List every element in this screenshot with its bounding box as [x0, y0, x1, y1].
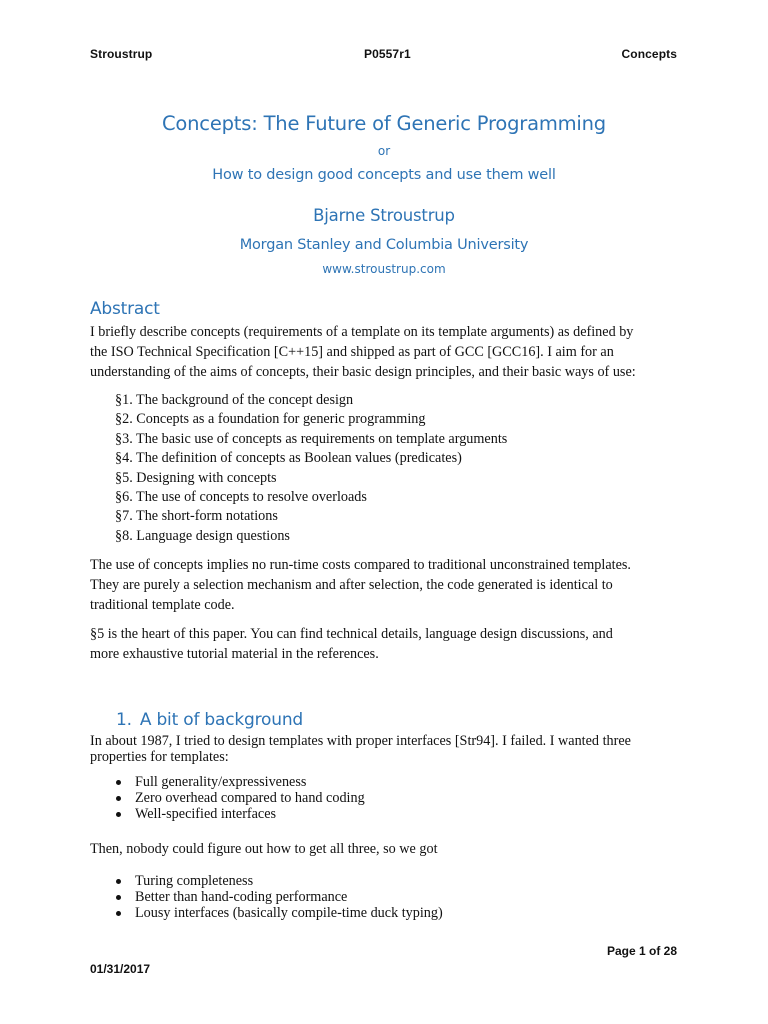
cost-line: They are purely a selection mechanism and after selection, the code generated is identical to — [90, 577, 613, 593]
list-item-text: Lousy interfaces (basically compile-time duck typing) — [135, 905, 443, 921]
abstract-intro-line: I briefly describe concepts (requirements of a template on its template arguments) as defined by — [90, 324, 634, 340]
list-item — [114, 905, 443, 921]
list-item-text: Full generality/expressiveness — [135, 774, 307, 790]
page-number: Page 1 of 28 — [606, 944, 677, 958]
section-overview-list — [115, 391, 507, 546]
abstract-intro-line: understanding of the aims of concepts, their basic design principles, and their basic ways of use: — [90, 364, 636, 380]
list-item — [114, 790, 365, 806]
list-item-text: Zero overhead compared to hand coding — [135, 790, 365, 806]
heart-line: more exhaustive tutorial material in the references. — [90, 646, 379, 662]
bullet-icon — [116, 812, 121, 817]
list-item-text: Better than hand-coding performance — [135, 889, 348, 905]
cost-line: The use of concepts implies no run-time costs compared to traditional unconstrained templates. — [90, 557, 631, 573]
author-affiliation: Morgan Stanley and Columbia University — [239, 237, 529, 253]
section-overview-item: §8. Language design questions — [115, 527, 290, 544]
header-topic: Concepts — [621, 47, 677, 61]
section-1-number: 1. — [116, 710, 132, 730]
bullet-icon — [116, 911, 121, 916]
section-overview-item: §5. Designing with concepts — [115, 469, 277, 486]
section-1-intro — [90, 733, 690, 765]
list-item — [114, 774, 365, 790]
abstract-intro — [90, 322, 690, 382]
list-item — [114, 889, 443, 905]
section-1-then: Then, nobody could figure out how to get all three, so we got — [90, 841, 438, 857]
list-item — [114, 873, 443, 889]
list-item — [114, 806, 365, 822]
section-overview-item: §4. The definition of concepts as Boolean values (predicates) — [115, 450, 462, 467]
bullet-icon — [116, 879, 121, 884]
list-item-text: Turing completeness — [135, 873, 254, 889]
section-1-heading — [116, 710, 303, 730]
abstract-cost-paragraph — [90, 555, 690, 615]
footer-date: 01/31/2017 — [90, 962, 151, 976]
heart-line: §5 is the heart of this paper. You can find technical details, language design discussions, and — [90, 626, 613, 642]
header-author: Stroustrup — [90, 47, 153, 61]
wanted-properties-list — [114, 774, 365, 822]
section-1-intro-line: In about 1987, I tried to design templates with proper interfaces [Str94]. I failed. I wanted three — [90, 733, 631, 749]
author-name: Bjarne Stroustrup — [313, 206, 455, 225]
got-properties-list — [114, 873, 443, 921]
section-1-intro-line: properties for templates: — [90, 749, 229, 765]
author-website: www.stroustrup.com — [322, 262, 446, 276]
title-or: or — [377, 144, 391, 158]
abstract-heart-paragraph — [90, 624, 690, 664]
bullet-icon — [116, 796, 121, 801]
paper-subtitle: How to design good concepts and use them well — [212, 167, 556, 183]
abstract-heading: Abstract — [90, 299, 160, 319]
header-doc-number: P0557r1 — [364, 47, 411, 61]
cost-line: traditional template code. — [90, 597, 235, 613]
section-overview-item: §1. The background of the concept design — [115, 392, 354, 408]
section-overview-item: §3. The basic use of concepts as requirements on template arguments — [115, 430, 508, 447]
abstract-intro-line: the ISO Technical Specification [C++15] and shipped as part of GCC [GCC16]. I aim for an — [90, 344, 614, 360]
section-overview-item: §2. Concepts as a foundation for generic programming — [115, 411, 426, 428]
paper-title: Concepts: The Future of Generic Programming — [162, 112, 606, 135]
bullet-icon — [116, 895, 121, 900]
section-overview-item: §7. The short-form notations — [115, 508, 278, 525]
section-overview-item: §6. The use of concepts to resolve overloads — [115, 489, 367, 506]
list-item-text: Well-specified interfaces — [135, 806, 277, 822]
section-1-title: A bit of background — [139, 710, 303, 730]
bullet-icon — [116, 780, 121, 785]
